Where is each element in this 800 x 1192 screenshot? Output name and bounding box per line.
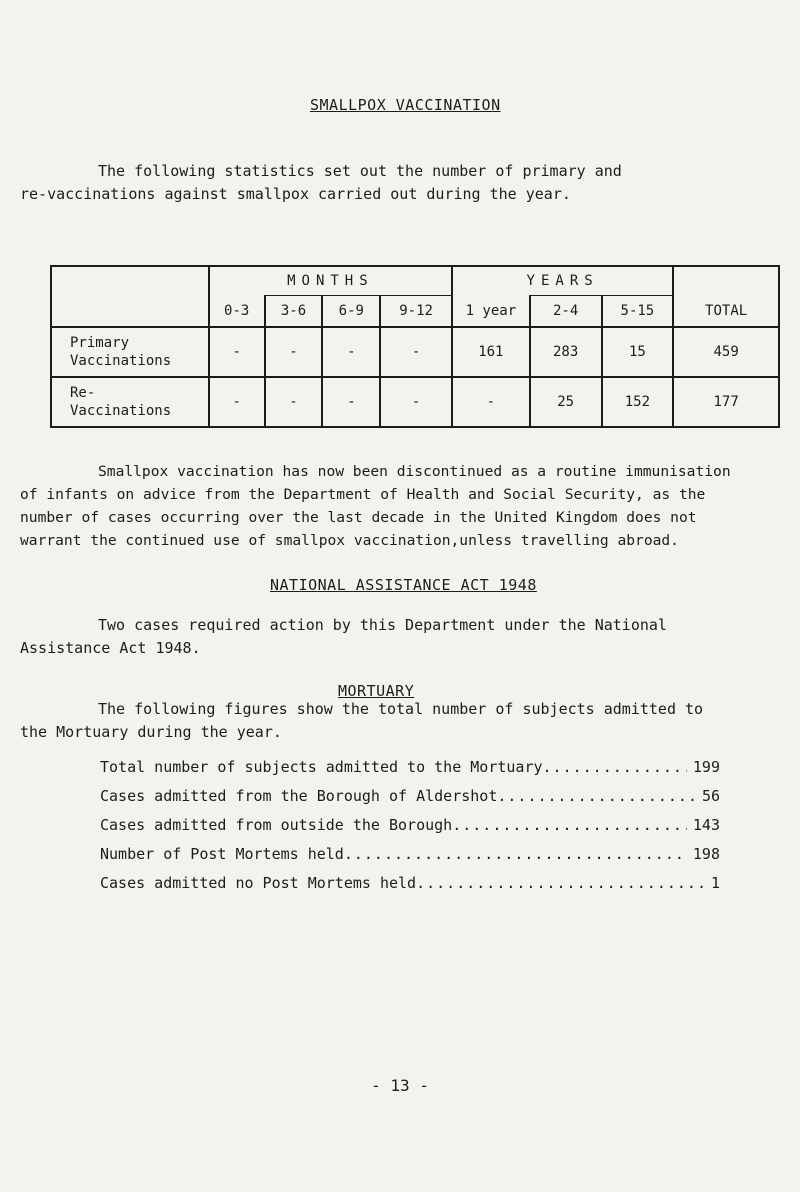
list-item-value: 198 [692, 844, 720, 863]
list-item-label: Cases admitted no Post Mortems held [100, 873, 417, 892]
col-header-1-year: 1 year [452, 296, 530, 328]
mortuary-figures-list [100, 752, 720, 897]
table-corner-cell [51, 266, 209, 327]
national-assistance-line-1: Two cases required action by this Department under the National [98, 616, 667, 634]
row-label-primary [51, 327, 209, 377]
table-cell-total: 177 [673, 377, 779, 427]
page-number: - 13 - [371, 1076, 429, 1095]
national-assistance-line-2: Assistance Act 1948. [20, 639, 201, 657]
list-item [100, 868, 720, 897]
dot-leader [416, 874, 705, 892]
table-cell: - [265, 327, 323, 377]
national-assistance-heading: NATIONAL ASSISTANCE ACT 1948 [270, 576, 537, 594]
list-item-label: Total number of subjects admitted to the Mortuary [100, 757, 543, 776]
list-item [100, 781, 720, 810]
smallpox-heading: SMALLPOX VACCINATION [310, 96, 501, 114]
list-item [100, 752, 720, 781]
list-item-label: Number of Post Mortems held [100, 844, 344, 863]
list-item-value: 143 [692, 815, 720, 834]
table-cell-total: 459 [673, 327, 779, 377]
dot-leader [344, 845, 687, 863]
dot-leader [452, 816, 687, 834]
table-cell: - [265, 377, 323, 427]
col-header-9-12: 9-12 [380, 296, 452, 328]
table-cell: - [322, 327, 380, 377]
table-cell: - [380, 377, 452, 427]
table-cell: 25 [530, 377, 602, 427]
row-label-line: Vaccinations [70, 353, 172, 369]
list-item-label: Cases admitted from the Borough of Aldershot [100, 786, 498, 805]
table-row-revaccination [51, 377, 779, 427]
row-label-line: Re- [70, 385, 96, 401]
total-header: TOTAL [673, 266, 779, 327]
mortuary-intro-line-2: the Mortuary during the year. [20, 723, 282, 741]
smallpox-intro-line-2: re-vaccinations against smallpox carried out during the year. [20, 185, 571, 203]
table-cell: - [452, 377, 530, 427]
list-item [100, 810, 720, 839]
months-group-header: MONTHS [209, 266, 452, 296]
table-cell: - [380, 327, 452, 377]
list-item-value: 1 [710, 873, 720, 892]
dot-leader [543, 758, 687, 776]
smallpox-intro-line-1: The following statistics set out the number of primary and [98, 162, 622, 180]
col-header-6-9: 6-9 [322, 296, 380, 328]
mortuary-intro-line-1: The following figures show the total number of subjects admitted to [98, 700, 704, 718]
smallpox-note-line-1: Smallpox vaccination has now been discontinued as a routine immunisation [98, 463, 731, 480]
list-item-label: Cases admitted from outside the Borough [100, 815, 453, 834]
dot-leader [497, 787, 696, 805]
table-cell: 161 [452, 327, 530, 377]
list-item-value: 199 [692, 757, 720, 776]
col-header-5-15: 5-15 [602, 296, 674, 328]
row-label-line: Vaccinations [70, 403, 172, 419]
vaccination-table [50, 265, 780, 428]
row-label-revaccination [51, 377, 209, 427]
list-item [100, 839, 720, 868]
table-cell: - [209, 377, 265, 427]
years-group-header: YEARS [452, 266, 673, 296]
smallpox-note-line-4: warrant the continued use of smallpox vaccination,unless travelling abroad. [20, 532, 679, 549]
table-row-primary [51, 327, 779, 377]
smallpox-note-line-2: of infants on advice from the Department of Health and Social Security, as the [20, 486, 706, 503]
col-header-2-4: 2-4 [530, 296, 602, 328]
row-label-line: Primary [70, 335, 130, 351]
list-item-value: 56 [701, 786, 720, 805]
mortuary-heading: MORTUARY [338, 682, 415, 700]
table-cell: 283 [530, 327, 602, 377]
table-cell: 152 [602, 377, 674, 427]
smallpox-note-line-3: number of cases occurring over the last decade in the United Kingdom does not [20, 509, 697, 526]
col-header-0-3: 0-3 [209, 296, 265, 328]
table-cell: - [322, 377, 380, 427]
col-header-3-6: 3-6 [265, 296, 323, 328]
table-cell: - [209, 327, 265, 377]
table-cell: 15 [602, 327, 674, 377]
